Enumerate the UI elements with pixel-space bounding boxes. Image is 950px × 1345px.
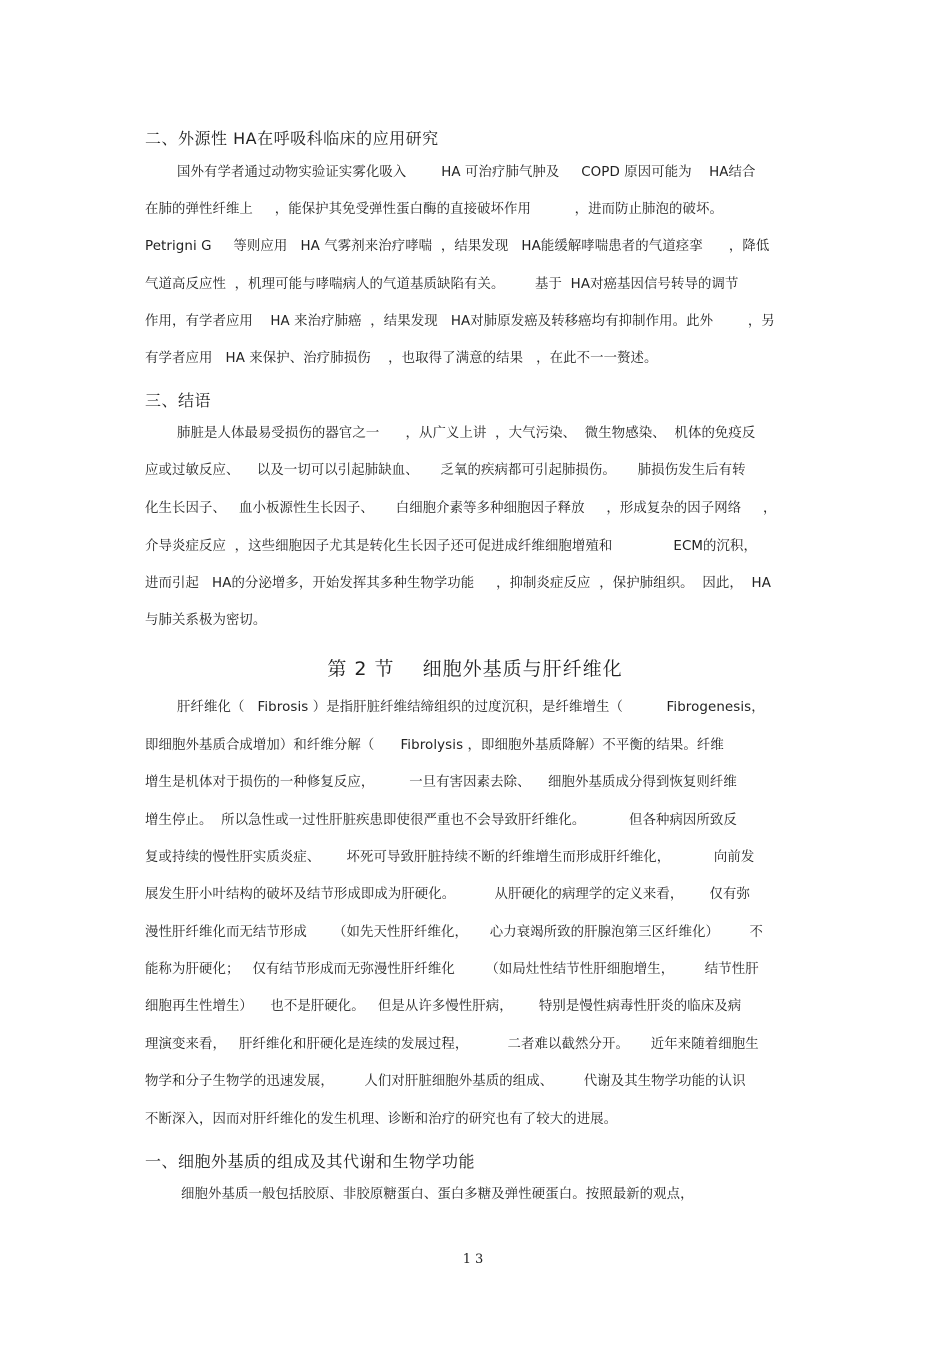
paragraph-line: 能称为肝硬化； 仅有结节形成而无弥漫性肝纤维化 （如局灶性结节性肝细胞增生， 结节性肝 bbox=[145, 962, 759, 977]
paragraph-line: 有学者应用 HA 来保护、治疗肺损伤 ，也取得了满意的结果 ，在此不一一赘述。 bbox=[145, 351, 658, 366]
paragraph-line: 介导炎症反应 ，这些细胞因子尤其是转化生长因子还可促进成纤维细胞增殖和 ECM的沉积， bbox=[145, 539, 758, 554]
paragraph-line: 增生是机体对于损伤的一种修复反应， 一旦有害因素去除、 细胞外基质成分得到恢复则纤维 bbox=[145, 775, 737, 790]
paragraph-line: 在肺的弹性纤维上 ，能保护其免受弹性蛋白酶的直接破坏作用 ，进而防止肺泡的破坏。 bbox=[145, 202, 723, 217]
paragraph-line: 细胞外基质一般包括胶原、非胶原糖蛋白、蛋白多糖及弹性硬蛋白。按照最新的观点， bbox=[181, 1187, 694, 1202]
paragraph-line: 应或过敏反应、 以及一切可以引起肺缺血、 乏氧的疾病都可引起肺损伤。 肺损伤发生后有转 bbox=[145, 463, 746, 478]
paragraph-line: 复或持续的慢性肝实质炎症、 坏死可导致肝脏持续不断的纤维增生而形成肝纤维化， 向前发 bbox=[145, 850, 755, 865]
paragraph-line: 增生停止。 所以急性或一过性肝脏疾患即使很严重也不会导致肝纤维化。 但各种病因所致反 bbox=[145, 813, 737, 828]
paragraph-line: 肺脏是人体最易受损伤的器官之一 ，从广义上讲 ，大气污染、 微生物感染、 机体的免疫反 bbox=[177, 426, 756, 441]
paragraph-line: 化生长因子、 血小板源性生长因子、 白细胞介素等多种细胞因子释放 ，形成复杂的因子网络 ， bbox=[145, 501, 777, 516]
page-number: 13 bbox=[462, 1252, 488, 1267]
paragraph-line: 理演变来看， 肝纤维化和肝硬化是连续的发展过程， 二者难以截然分开。 近年来随着细胞生 bbox=[145, 1037, 759, 1052]
paragraph-line: Petrigni G 等则应用 HA 气雾剂来治疗哮喘 ，结果发现 HA能缓解哮喘患者的气道痉挛 ，降低 bbox=[145, 239, 770, 254]
paragraph-line: 细胞再生性增生） 也不是肝硬化。 但是从许多慢性肝病， 特别是慢性病毒性肝炎的临床及病 bbox=[145, 999, 742, 1014]
paragraph-line: 即细胞外基质合成增加）和纤维分解（ Fibrolysis ，即细胞外基质降解）不平衡的结果。纤维 bbox=[145, 738, 724, 753]
paragraph-line: 作用，有学者应用 HA 来治疗肺癌 ，结果发现 HA对肺原发癌及转移癌均有抑制作用。此外 ，另 bbox=[145, 314, 775, 329]
paragraph-line: 展发生肝小叶结构的破坏及结节形成即成为肝硬化。 从肝硬化的病理学的定义来看， 仅有弥 bbox=[145, 887, 750, 902]
section-heading-external-ha: 二、外源性 HA在呼吸科临床的应用研究 bbox=[145, 129, 439, 148]
chapter-title: 第 2 节 细胞外基质与肝纤维化 bbox=[327, 658, 623, 680]
paragraph-line: 肝纤维化（ Fibrosis ）是指肝脏纤维结缔组织的过度沉积，是纤维增生（ Fibrogenesis， bbox=[177, 700, 765, 715]
paragraph-line: 进而引起 HA的分泌增多，开始发挥其多种生物学功能 ，抑制炎症反应 ，保护肺组织。 因此， HA bbox=[145, 576, 771, 591]
section-heading-ecm-composition: 一、细胞外基质的组成及其代谢和生物学功能 bbox=[145, 1152, 476, 1171]
section-heading-conclusion: 三、结语 bbox=[145, 391, 212, 410]
paragraph-line: 不断深入，因而对肝纤维化的发生机理、诊断和治疗的研究也有了较大的进展。 bbox=[145, 1112, 618, 1127]
paragraph-line: 气道高反应性 ，机理可能与哮喘病人的气道基质缺陷有关。 基于 HA对癌基因信号转导的调节 bbox=[145, 277, 739, 292]
paragraph-line: 国外有学者通过动物实验证实雾化吸入 HA 可治疗肺气肿及 COPD 原因可能为 HA结合 bbox=[177, 165, 756, 180]
paragraph-line: 物学和分子生物学的迅速发展， 人们对肝脏细胞外基质的组成、 代谢及其生物学功能的认识 bbox=[145, 1074, 746, 1089]
paragraph-line: 与肺关系极为密切。 bbox=[145, 613, 267, 628]
paragraph-line: 漫性肝纤维化而无结节形成 （如先天性肝纤维化， 心力衰竭所致的肝腺泡第三区纤维化） 不 bbox=[145, 925, 764, 940]
